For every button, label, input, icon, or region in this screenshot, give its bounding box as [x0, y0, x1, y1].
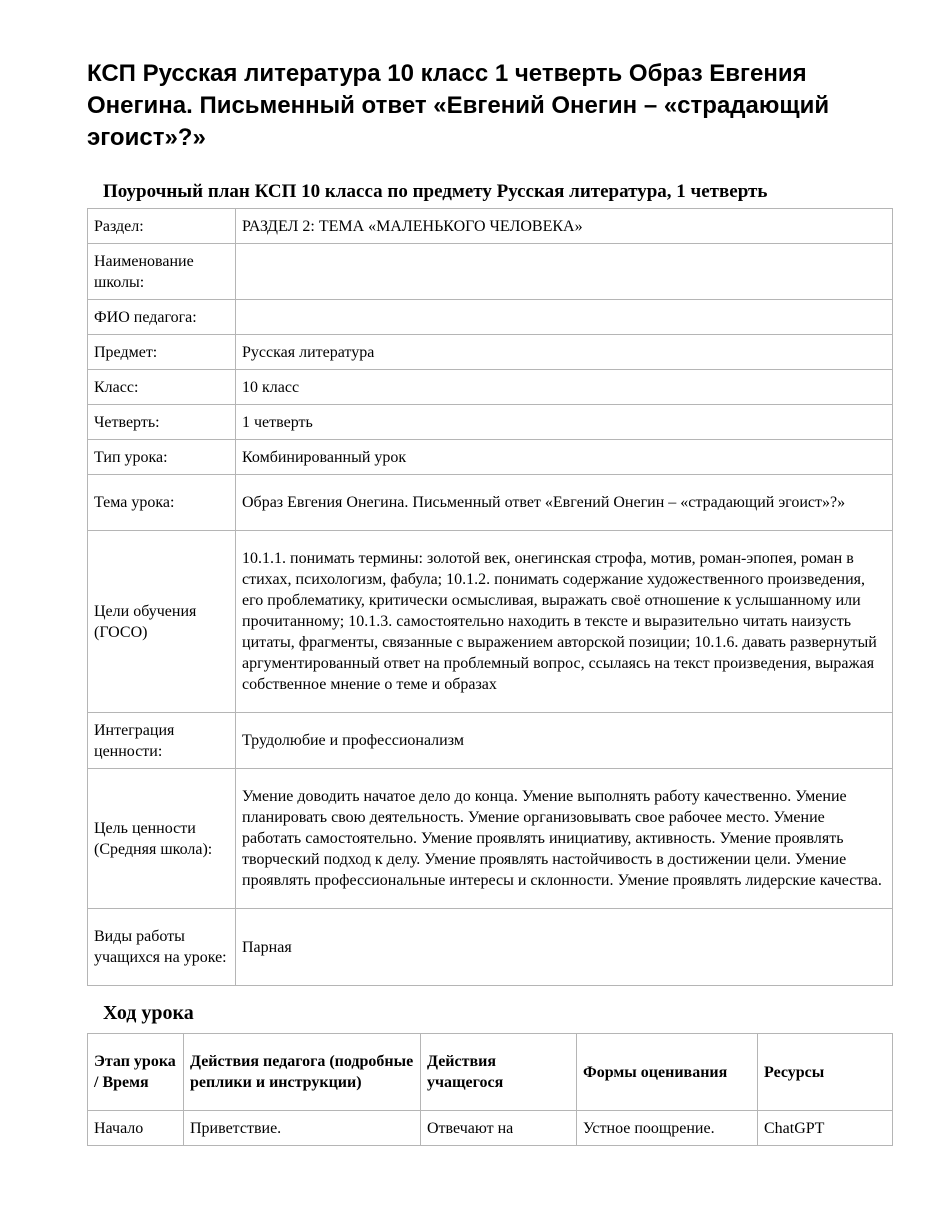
info-value: Парная	[236, 909, 893, 986]
info-value: 10.1.1. понимать термины: золотой век, онегинская строфа, мотив, роман-эпопея, роман в стихах, психологизм, фабула; 10.1.2. понимать содержание художественного произведения, его проблематику, критически осмысливая, выражать своё отношение к услышанному или прочитанному; 10.1.3. самостоятельно находить в тексте и выразительно читать наизусть цитаты, фрагменты, связанные с выражением авторской позиции; 10.1.6. давать развернутый аргументированный ответ на проблемный вопрос, ссылаясь на текст произведения, выражая собственное мнение о теме и образах	[236, 531, 893, 713]
info-label: Четверть:	[88, 405, 236, 440]
document-title: КСП Русская литература 10 класс 1 четверть Образ Евгения Онегина. Письменный ответ «Евгений Онегин – «страдающий эгоист»?»	[87, 60, 830, 151]
info-value: Трудолюбие и профессионализм	[236, 713, 893, 769]
info-label: Тип урока:	[88, 440, 236, 475]
cell-assessment: Устное поощрение.	[577, 1111, 758, 1146]
info-row-value-integration	[88, 713, 893, 769]
info-label: Цель ценности (Средняя школа):	[88, 769, 236, 909]
lesson-progress-heading: Ход урока	[103, 1002, 194, 1024]
plan-heading: Поурочный план КСП 10 класса по предмету Русская литература, 1 четверть	[103, 181, 768, 202]
info-value: Русская литература	[236, 335, 893, 370]
info-row-school	[88, 244, 893, 300]
cell-stage: Начало	[88, 1111, 184, 1146]
info-value: Умение доводить начатое дело до конца. Умение выполнять работу качественно. Умение планировать свою деятельность. Умение организовывать свое рабочее место. Умение работать самостоятельно. Умение проявлять инициативу, активность. Умение проявлять творческий подход к делу. Умение проявлять настойчивость в достижении цели. Умение проявлять профессиональные интересы и склонности. Умение проявлять лидерские качества.	[236, 769, 893, 909]
lesson-info-table	[87, 208, 893, 986]
info-label: Класс:	[88, 370, 236, 405]
info-value	[236, 300, 893, 335]
info-row-quarter	[88, 405, 893, 440]
info-row-teacher	[88, 300, 893, 335]
document-page	[87, 58, 893, 1146]
info-row-work-types	[88, 909, 893, 986]
cell-student-actions: Отвечают на	[421, 1111, 577, 1146]
lesson-progress-table	[87, 1033, 893, 1146]
column-header-teacher-actions: Действия педагога (подробные реплики и инструкции)	[184, 1034, 421, 1111]
info-label: Цели обучения (ГОСО)	[88, 531, 236, 713]
column-header-stage: Этап урока / Время	[88, 1034, 184, 1111]
info-value: 1 четверть	[236, 405, 893, 440]
lesson-table-header-row	[88, 1034, 893, 1111]
info-label: Предмет:	[88, 335, 236, 370]
info-label: Виды работы учащихся на уроке:	[88, 909, 236, 986]
info-label: Тема урока:	[88, 475, 236, 531]
info-row-lesson-type	[88, 440, 893, 475]
column-header-student-actions: Действия учащегося	[421, 1034, 577, 1111]
info-label: Наименование школы:	[88, 244, 236, 300]
info-label: ФИО педагога:	[88, 300, 236, 335]
info-value	[236, 244, 893, 300]
info-label: Интеграция ценности:	[88, 713, 236, 769]
cell-resources: ChatGPT	[758, 1111, 893, 1146]
info-value: Комбинированный урок	[236, 440, 893, 475]
cell-teacher-actions: Приветствие.	[184, 1111, 421, 1146]
info-row-section	[88, 209, 893, 244]
column-header-assessment: Формы оценивания	[577, 1034, 758, 1111]
info-label: Раздел:	[88, 209, 236, 244]
info-row-topic	[88, 475, 893, 531]
table-row	[88, 1111, 893, 1146]
info-value: Образ Евгения Онегина. Письменный ответ «Евгений Онегин – «страдающий эгоист»?»	[236, 475, 893, 531]
info-value: 10 класс	[236, 370, 893, 405]
column-header-resources: Ресурсы	[758, 1034, 893, 1111]
info-row-learning-objectives	[88, 531, 893, 713]
info-row-grade	[88, 370, 893, 405]
info-value: РАЗДЕЛ 2: ТЕМА «МАЛЕНЬКОГО ЧЕЛОВЕКА»	[236, 209, 893, 244]
info-row-value-goal	[88, 769, 893, 909]
info-row-subject	[88, 335, 893, 370]
